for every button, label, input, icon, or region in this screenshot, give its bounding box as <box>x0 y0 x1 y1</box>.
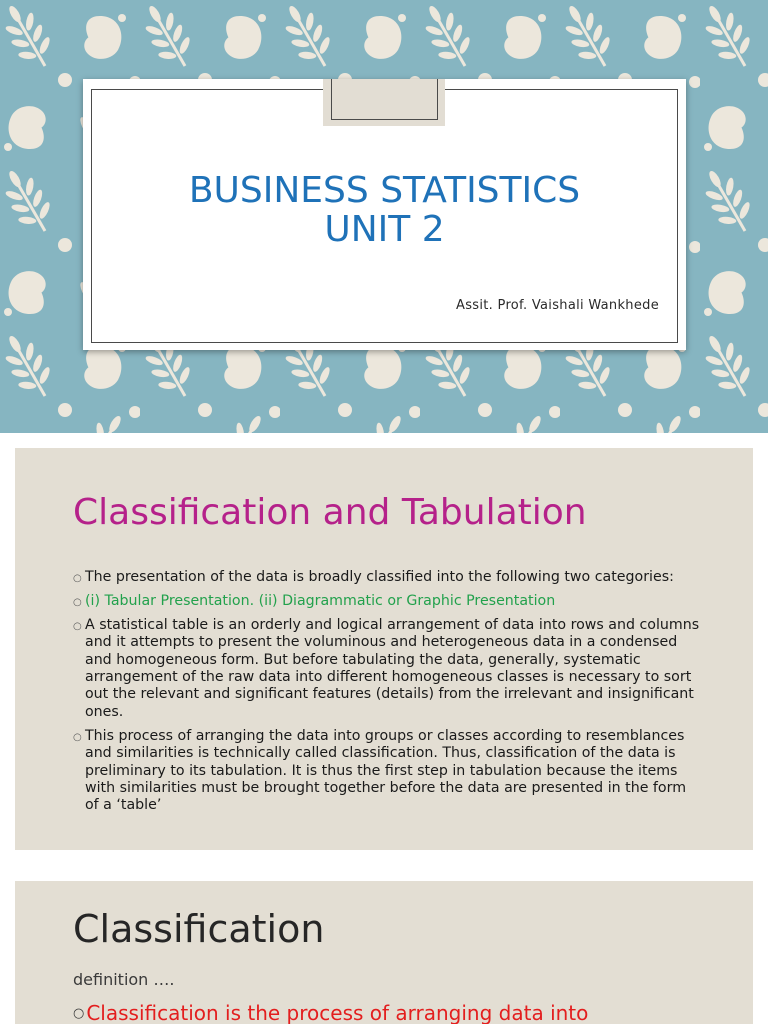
hollow-circle-bullet-icon: ○ <box>73 731 82 743</box>
list-item-text: Classification is the process of arranging data into <box>86 1001 589 1024</box>
classification-tabulation-slide <box>15 448 753 850</box>
list-item-text: The presentation of the data is broadly classified into the following two categories: <box>85 569 674 585</box>
classification-slide <box>15 881 753 1024</box>
hollow-circle-bullet-icon: ○ <box>73 620 82 632</box>
decorative-tab <box>323 79 445 126</box>
slide-subtitle: definition …. <box>73 970 175 989</box>
list-item <box>73 593 703 610</box>
list-item-text: (i) Tabular Presentation. (ii) Diagrammatic or Graphic Presentation <box>85 592 556 609</box>
list-item <box>73 617 703 721</box>
title-slide <box>0 0 768 433</box>
list-item-text: This process of arranging the data into groups or classes according to resemblances and similarities is technically called classification. Thus, classification of the data is preliminary to its tabulation. It is thus the first step in tabulation because the items with similarities must be brought together before the data are presented in the form of a ‘table’ <box>85 727 687 814</box>
author-name: Assit. Prof. Vaishali Wankhede <box>456 298 659 313</box>
title-line-2: UNIT 2 <box>324 209 445 250</box>
hollow-circle-bullet-icon: ○ <box>73 573 82 584</box>
slide-title: Classification and Tabulation <box>73 492 587 533</box>
slide-title: Classification <box>73 907 325 951</box>
hollow-circle-bullet-icon: ○ <box>73 1006 85 1021</box>
title-line-1: BUSINESS STATISTICS <box>188 170 581 211</box>
list-item <box>73 1001 753 1024</box>
list-item-text: A statistical table is an orderly and logical arrangement of data into rows and columns and it attempts to present the voluminous and heterogeneous data in a condensed and homogeneous form. But before tabulating the data, generally, systematic arrangement of the raw data into different homogeneous classes is necessary to sort out the relevant and significant features (details) from the irrelevant and insignificant ones. <box>85 616 700 720</box>
list-item <box>73 728 703 815</box>
list-item <box>73 569 703 586</box>
title-card <box>83 79 686 350</box>
presentation-title <box>83 171 686 249</box>
hollow-circle-bullet-icon: ○ <box>73 596 82 608</box>
decorative-tab-inner <box>331 79 438 120</box>
bullet-list <box>73 569 703 821</box>
